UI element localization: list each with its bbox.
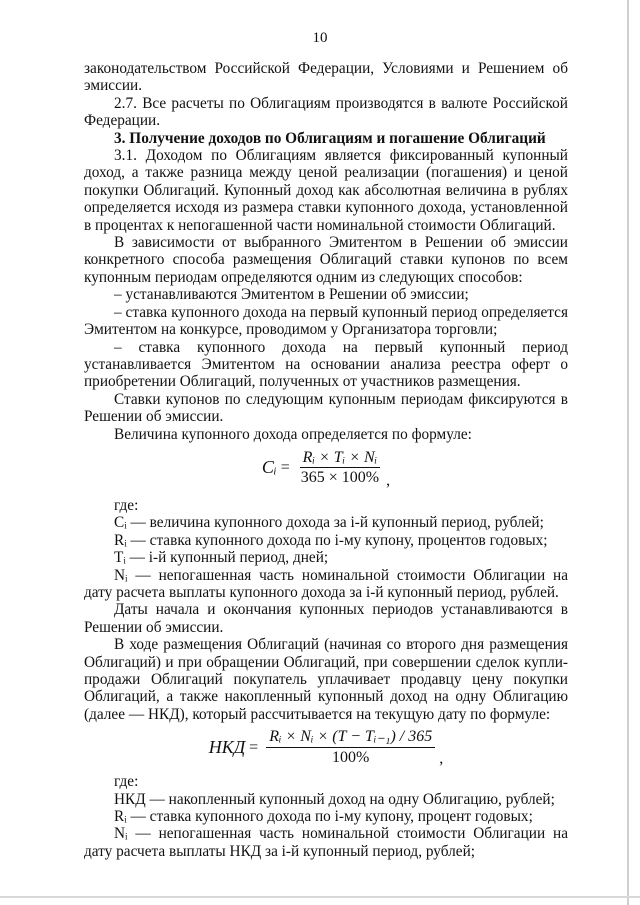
definition-item: Rᵢ — ставка купонного дохода по i-му купону, процент годовых;	[114, 808, 533, 826]
paragraph: Даты начала и окончания купонных периодов устанавливаются в Решении об эмиссии.	[84, 601, 568, 636]
formula-equals: =	[280, 459, 290, 477]
list-item: – устанавливаются Эмитентом в Решении об эмиссии;	[114, 286, 469, 304]
definition-item: Nᵢ — непогашенная часть номинальной стоимости Облигации на дату расчета выплаты купонного дохода за i-й купонный период, рублей.	[84, 566, 568, 601]
page-number: 10	[312, 30, 328, 46]
section-heading: 3. Получение доходов по Облигациям и погашение Облигаций	[114, 129, 546, 147]
list-item: – ставка купонного дохода на первый купонный период определяется Эмитентом на конкурсе, проводимом у Организатора торговли;	[84, 303, 568, 339]
formula-denominator: 365 × 100%	[300, 469, 380, 487]
paragraph-3-1: 3.1. Доходом по Облигациям является фиксированный купонный доход, а также разница между ценой реализации (погашения) и ценой покупки Облигаций. Купонный доход как абсолютная величина в рублях определяется исходя из размера ставки купонного дохода, установленной в процентах к непогашенной части номинальной стоимости Облигаций.	[84, 147, 568, 234]
formula-comma: ,	[386, 471, 391, 489]
formula-denominator: 100%	[332, 748, 370, 766]
coupon-formula	[84, 443, 568, 493]
paragraph: законодательством Российской Федерации, Условиями и Решением об эмиссии.	[84, 60, 568, 95]
definition-item: Rᵢ — ставка купонного дохода по i-му купону, процентов годовых;	[114, 531, 548, 549]
formula-numerator: Rᵢ × Nᵢ × (T − Tᵢ₋₁) / 365	[266, 728, 435, 747]
paragraph: Ставки купонов по следующим купонным периодам фиксируются в Решении об эмиссии.	[84, 390, 568, 426]
definition-item: НКД — накопленный купонный доход на одну Облигацию, рублей;	[114, 790, 555, 808]
paragraph: В ходе размещения Облигаций (начиная со второго дня размещения Облигаций) и при обращении Облигаций, при совершении сделок купли-продажи Облигаций покупатель уплачивает продавцу цену покупки Облигаций, а также накопленный купонный доход на одну Облигацию (далее — НКД), который рассчитывается на текущую дату по формуле:	[84, 636, 568, 723]
page-body	[84, 60, 568, 860]
paragraph: В зависимости от выбранного Эмитентом в Решении об эмиссии конкретного способа размещения Облигаций ставки купонов по всем купонным периодам определяются одним из следующих способов:	[84, 234, 568, 286]
formula-equals: =	[249, 738, 259, 756]
definition-item: Tᵢ — i-й купонный период, дней;	[114, 549, 329, 567]
formula-fraction	[298, 449, 382, 487]
formula-lhs: Cᵢ	[261, 457, 277, 478]
scan-edge-line	[627, 0, 629, 905]
nkd-formula	[84, 723, 568, 771]
definition-item: Nᵢ — непогашенная часть номинальной стоимости Облигации на дату расчета выплаты НКД за i-й купонный период, рублей;	[84, 825, 568, 860]
paragraph: Величина купонного дохода определяется по формуле:	[114, 425, 472, 443]
where-label: где:	[114, 773, 139, 791]
scan-bottom-line	[0, 896, 640, 898]
formula-numerator: Rᵢ × Tᵢ × Nᵢ	[300, 449, 381, 468]
formula-comma: ,	[439, 749, 444, 767]
formula-lhs: НКД	[208, 736, 246, 757]
paragraph-2-7: 2.7. Все расчеты по Облигациям производятся в валюте Российской Федерации.	[84, 94, 568, 130]
definition-item: Cᵢ — величина купонного дохода за i-й купонный период, рублей;	[114, 514, 544, 532]
list-item: – ставка купонного дохода на первый купонный период устанавливается Эмитентом на основании анализа реестра оферт о приобретении Облигаций, полученных от участников размещения.	[84, 338, 568, 391]
where-label: где:	[114, 496, 139, 514]
formula-fraction	[266, 728, 435, 766]
